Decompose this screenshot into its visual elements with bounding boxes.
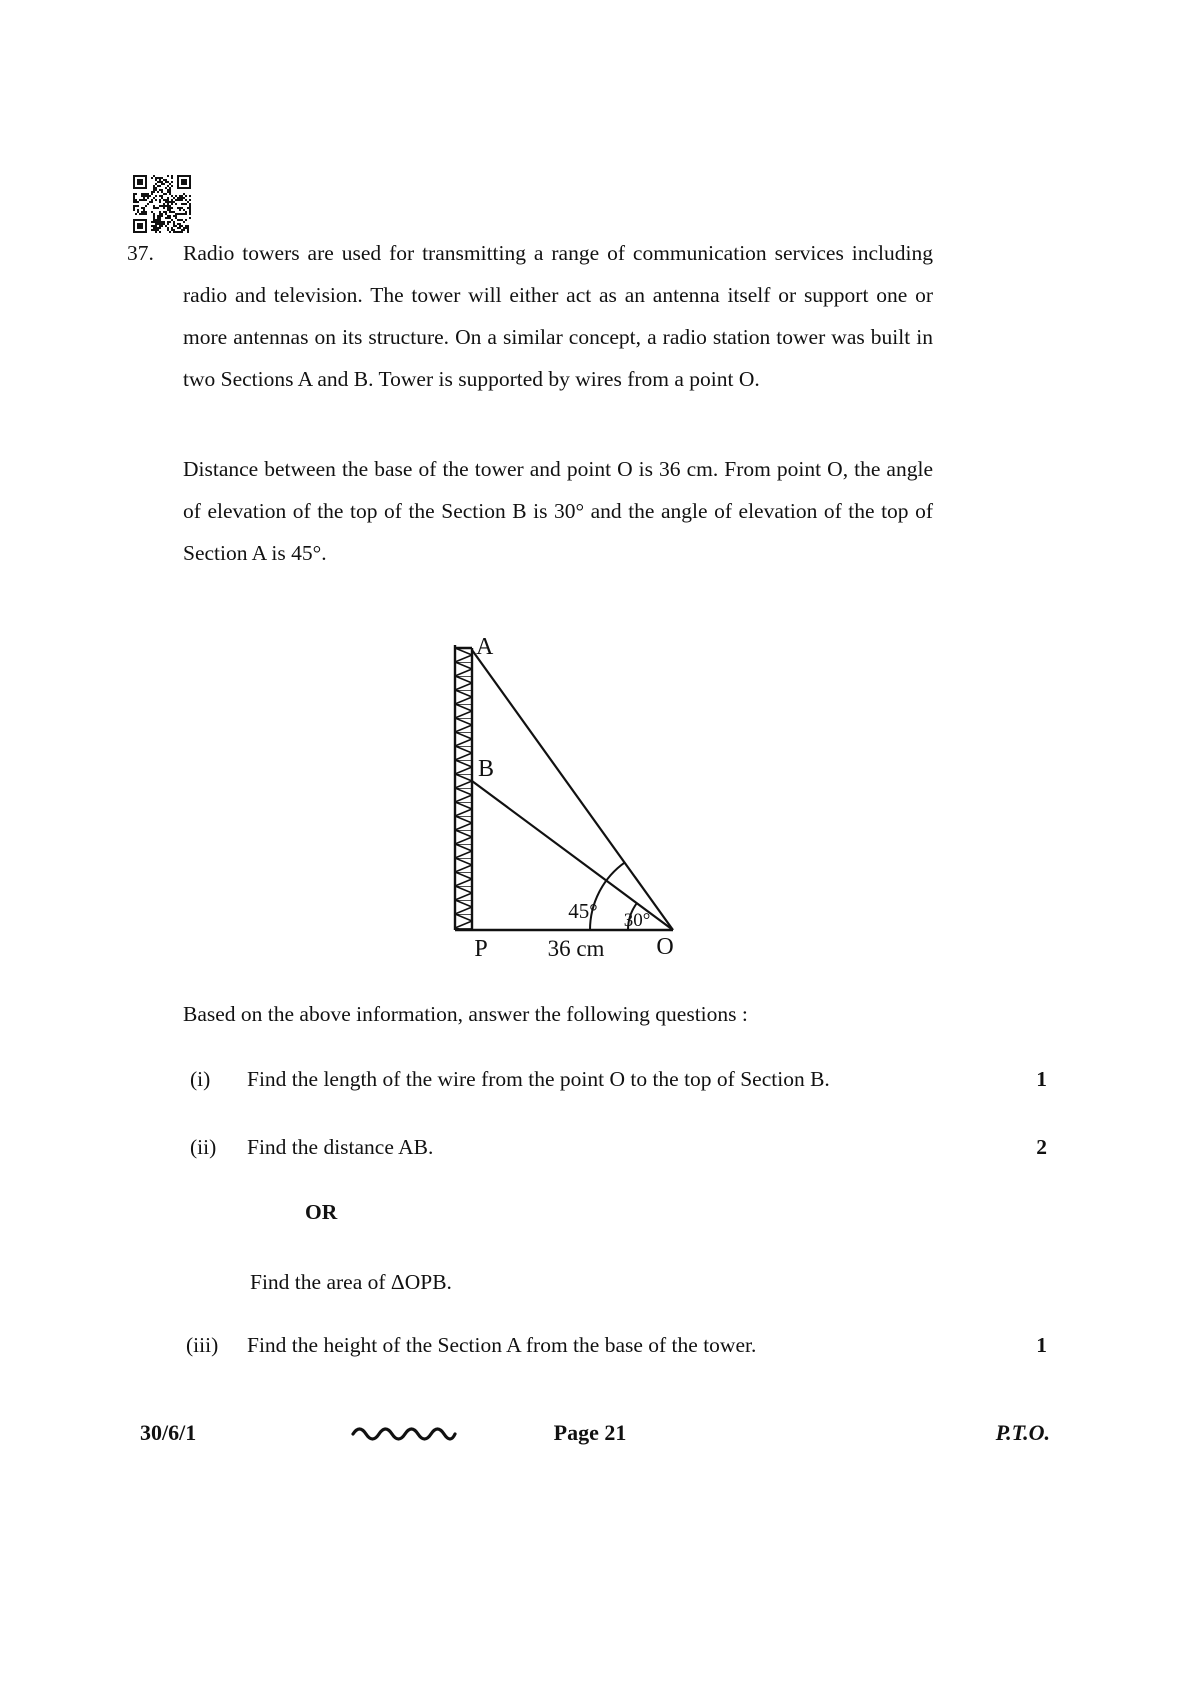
angle-label-30: 30° (623, 910, 651, 931)
question-paragraph-1: Radio towers are used for transmitting a range of communication services including radio and television. The tower will either act as an antenna itself or support one or more antennas on its structure. On a similar concept, a radio station tower was built in two Sections A and B. Tower is supported by wires from a point O. (183, 241, 933, 391)
pto-label: P.T.O. (995, 1420, 1050, 1445)
item-text-ii: Find the distance AB. (247, 1135, 434, 1159)
marks-iii: 1 (1036, 1333, 1047, 1357)
point-label-p: P (474, 936, 488, 962)
item-text-iii: Find the height of the Section A from the base of the tower. (247, 1333, 757, 1357)
footer-squiggle (350, 1422, 458, 1446)
point-label-o: O (656, 934, 674, 960)
or-alternative-text: Find the area of ΔOPB. (250, 1270, 452, 1294)
item-text-i: Find the length of the wire from the point O to the top of Section B. (247, 1067, 830, 1091)
qr-code (133, 175, 191, 233)
question-item-iii (186, 1324, 935, 1366)
marks-ii: 2 (1036, 1135, 1047, 1159)
point-label-b: B (478, 756, 495, 782)
question-item-i (190, 1058, 935, 1100)
item-label-ii: (ii) (190, 1135, 217, 1159)
base-length-label: 36 cm (547, 936, 605, 961)
question-paragraph-2: Distance between the base of the tower and point O is 36 cm. From point O, the angle of elevation of the top of the Section B is 30° and the angle of elevation of the top of Section A is 45°. (183, 457, 933, 565)
question-number: 37. (127, 241, 154, 265)
item-label-i: (i) (190, 1067, 211, 1091)
point-label-a: A (476, 634, 494, 660)
wire-OA (472, 650, 673, 930)
question-item-ii (190, 1126, 935, 1168)
page-number: Page 21 (553, 1420, 627, 1445)
marks-i: 1 (1036, 1067, 1047, 1091)
tower-diagram (400, 588, 720, 978)
paper-code: 30/6/1 (140, 1420, 197, 1445)
tower-lattice (455, 648, 472, 930)
or-separator: OR (305, 1200, 338, 1224)
intro-line: Based on the above information, answer the following questions : (183, 1002, 748, 1026)
item-label-iii: (iii) (186, 1333, 219, 1357)
angle-label-45: 45° (568, 899, 598, 923)
